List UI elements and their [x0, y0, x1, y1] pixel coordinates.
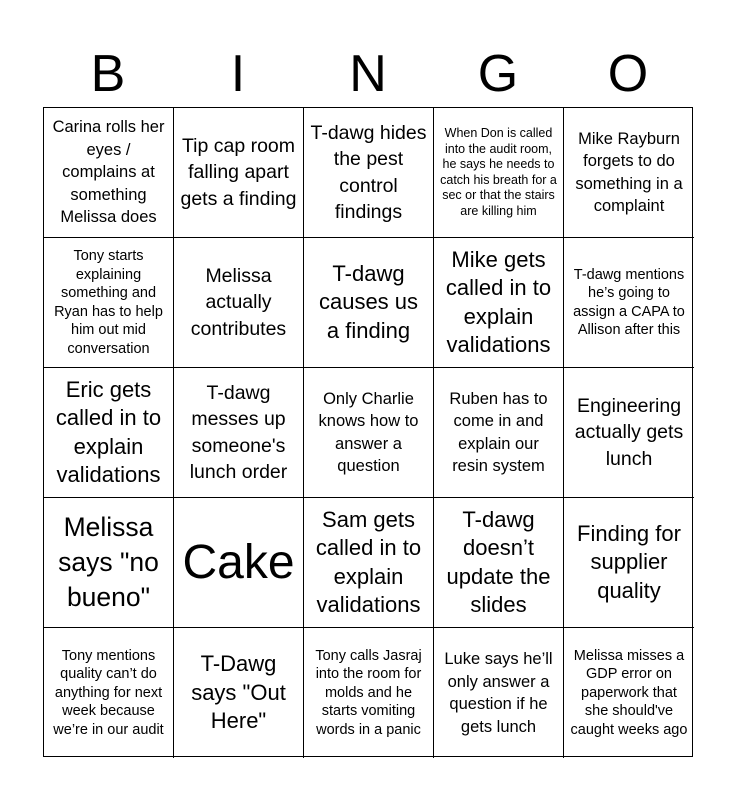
bingo-cell[interactable]: [304, 628, 434, 758]
bingo-cell-text: Eric gets called in to explain validations: [55, 376, 162, 487]
header-letter-n: N: [349, 45, 387, 103]
bingo-cell[interactable]: [304, 238, 434, 368]
bingo-cell[interactable]: [174, 628, 304, 758]
bingo-cell[interactable]: [434, 628, 564, 758]
bingo-cell-text: T-dawg doesn’t update the slides: [446, 506, 551, 617]
bingo-cell-text: Tony starts explaining something and Ryan has to help him out mid conversation: [54, 248, 163, 357]
bingo-cell[interactable]: [564, 108, 694, 238]
bingo-cell-text: Cake: [182, 535, 295, 589]
header-letter-i: I: [230, 45, 246, 103]
bingo-cell-text: Tony calls Jasraj into the room for molds and he starts vomiting words in a panic: [315, 647, 422, 738]
bingo-cell-text: Melissa actually contributes: [190, 264, 287, 340]
bingo-cell-text: T-dawg hides the pest control findings: [310, 121, 427, 223]
bingo-cell[interactable]: [304, 368, 434, 498]
bingo-cell[interactable]: [174, 238, 304, 368]
bingo-cell[interactable]: [564, 628, 694, 758]
bingo-cell-text: Tony mentions quality can’t do anything for next week because we’re in our audit: [53, 647, 164, 738]
bingo-cell-text: Luke says he’ll only answer a question if he gets lunch: [444, 650, 553, 736]
bingo-cell-text: T-Dawg says "Out Here": [191, 651, 286, 734]
bingo-cell[interactable]: [174, 108, 304, 238]
bingo-card-grid: [43, 107, 693, 757]
bingo-cell-text: Melissa says "no bueno": [58, 512, 159, 612]
bingo-cell-text: T-dawg mentions he’s going to assign a CAPA to Allison after this: [573, 266, 685, 338]
bingo-cell-text: When Don is called into the audit room, he says he needs to catch his breath for a sec or that the stairs are killing him: [440, 126, 557, 218]
bingo-cell-text: Mike Rayburn forgets to do something in a complaint: [575, 129, 683, 215]
bingo-header: [43, 40, 693, 108]
bingo-cell[interactable]: [564, 238, 694, 368]
header-letter-o: O: [607, 45, 649, 103]
bingo-cell[interactable]: [44, 628, 174, 758]
header-letter-b: B: [90, 45, 126, 103]
bingo-cell-text: Finding for supplier quality: [577, 520, 681, 603]
bingo-cell-text: Sam gets called in to explain validations: [315, 506, 422, 617]
bingo-cell[interactable]: [44, 368, 174, 498]
bingo-cell[interactable]: [304, 108, 434, 238]
bingo-cell-text: T-dawg messes up someone's lunch order: [189, 381, 288, 483]
bingo-cell[interactable]: [564, 368, 694, 498]
bingo-cell[interactable]: [44, 238, 174, 368]
bingo-cell-text: Melissa misses a GDP error on paperwork that she should've caught weeks ago: [570, 647, 688, 738]
bingo-cell-text: Ruben has to come in and explain our resin system: [449, 389, 548, 475]
bingo-cell[interactable]: [44, 108, 174, 238]
bingo-cell[interactable]: [434, 108, 564, 238]
bingo-cell-text: Engineering actually gets lunch: [574, 394, 684, 470]
bingo-cell-text: Only Charlie knows how to answer a question: [318, 389, 419, 475]
bingo-cell[interactable]: [304, 498, 434, 628]
bingo-cell[interactable]: [434, 238, 564, 368]
bingo-cell[interactable]: [44, 498, 174, 628]
bingo-cell-text: Mike gets called in to explain validations: [445, 246, 552, 357]
bingo-free-cell[interactable]: [174, 498, 304, 628]
bingo-cell-text: T-dawg causes us a finding: [318, 260, 419, 343]
bingo-cell-text: Carina rolls her eyes / complains at something Melissa does: [52, 118, 165, 227]
bingo-cell[interactable]: [564, 498, 694, 628]
bingo-cell-text: Tip cap room falling apart gets a finding: [180, 134, 297, 210]
bingo-cell[interactable]: [434, 368, 564, 498]
bingo-cell[interactable]: [434, 498, 564, 628]
header-letter-g: G: [477, 45, 519, 103]
bingo-cell[interactable]: [174, 368, 304, 498]
